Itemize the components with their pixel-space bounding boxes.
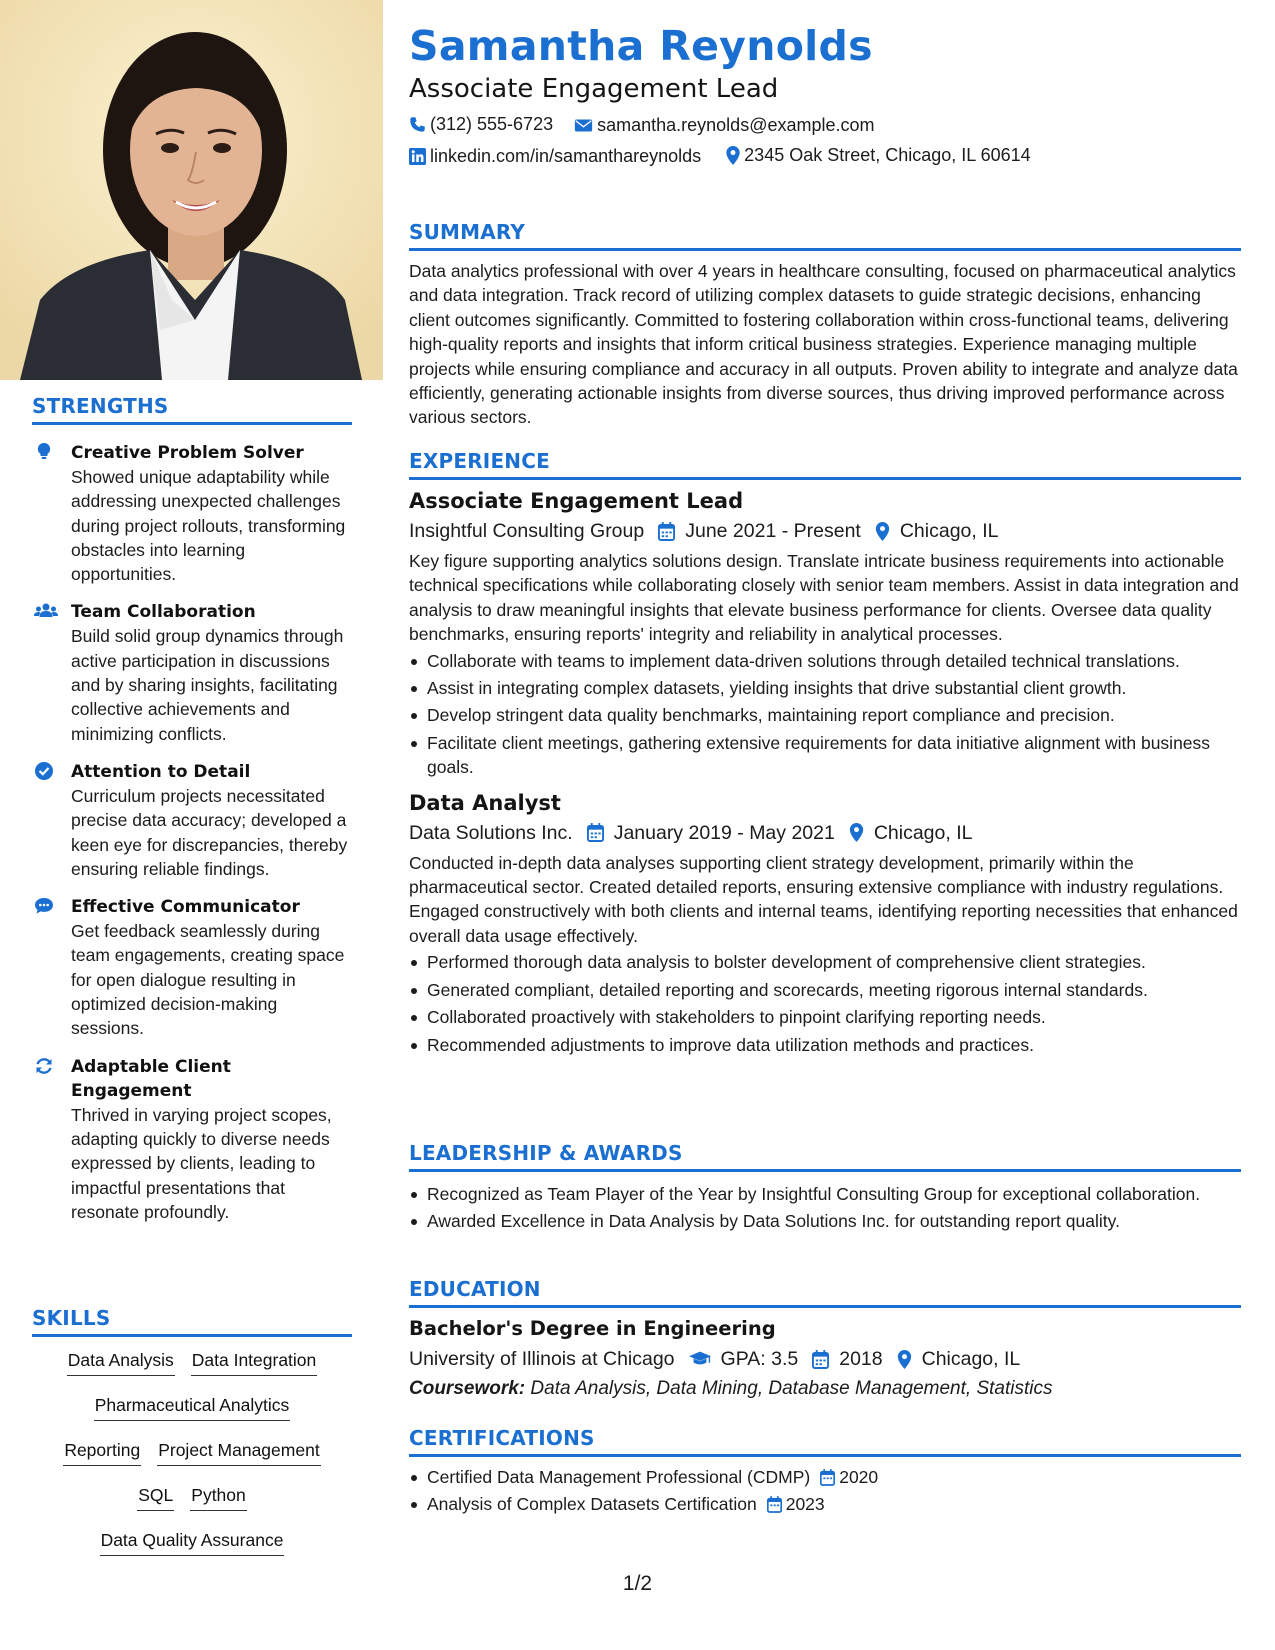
skills-section	[32, 1306, 352, 1572]
education-title: EDUCATION	[409, 1277, 1241, 1308]
calendar-icon	[812, 1350, 829, 1369]
experience-title: EXPERIENCE	[409, 449, 1241, 480]
job-entry	[409, 486, 1241, 780]
strengths-section	[32, 394, 352, 1224]
left-column	[0, 0, 383, 1650]
users-icon	[34, 601, 58, 621]
coursework-list: Data Analysis, Data Mining, Database Management, Statistics	[530, 1378, 1053, 1399]
skill-tag: SQL	[137, 1482, 174, 1511]
strength-name: Adaptable Client Engagement	[71, 1056, 231, 1101]
chat-bubble-icon	[34, 896, 54, 916]
award-item: Recognized as Team Player of the Year by Insightful Consulting Group for exceptional collaboration.	[409, 1182, 1241, 1206]
certification-item	[409, 1465, 1241, 1489]
skill-row	[32, 1482, 352, 1513]
location-pin-icon	[849, 823, 864, 842]
contact-line-1	[409, 114, 891, 138]
job-bullet: Collaborated proactively with stakeholders to pinpoint clarifying reporting needs.	[409, 1005, 1241, 1029]
job-bullet: Generated compliant, detailed reporting and scorecards, meeting rigorous internal standards.	[409, 978, 1241, 1002]
skill-row	[32, 1437, 352, 1468]
job-bullet: Recommended adjustments to improve data utilization methods and practices.	[409, 1033, 1241, 1057]
summary-text: Data analytics professional with over 4 years in healthcare consulting, focused on pharmaceutical analytics and data integration. Track record of utilizing complex datasets to guide strategic decisions, enhancing client outcomes significantly. Committed to fostering collaboration within cross-functional teams, delivering high-quality reports and insights that inform critical business strategies. Experience managing multiple projects while ensuring compliance and accuracy in all outputs. Proven ability to integrate and analyze data efficiently, generating actionable insights from diverse sources, thus driving improved performance across various sectors.	[409, 261, 1238, 428]
experience-section	[409, 449, 1241, 1060]
leadership-section	[409, 1141, 1241, 1237]
skill-tag: Reporting	[63, 1437, 141, 1466]
linkedin-contact[interactable]	[409, 146, 701, 167]
candidate-title: Associate Engagement Lead	[409, 74, 779, 104]
school-location: Chicago, IL	[921, 1348, 1021, 1370]
gpa-value: GPA: 3.5	[720, 1348, 799, 1370]
strength-item	[32, 600, 352, 745]
job-location: Chicago, IL	[873, 821, 973, 844]
job-bullet: Performed thorough data analysis to bolster development of comprehensive client strategies.	[409, 950, 1241, 974]
skill-tag: Data Integration	[191, 1347, 318, 1376]
job-title: Associate Engagement Lead	[409, 489, 744, 513]
skill-tag: Project Management	[157, 1437, 320, 1466]
certification-name: Certified Data Management Professional (CDMP)	[427, 1467, 811, 1487]
coursework-line	[409, 1374, 1241, 1404]
school-name: University of Illinois at Chicago	[409, 1348, 675, 1370]
strength-description: Showed unique adaptability while addressing unexpected challenges during project rollouts, transforming obstacles into learning opportunities.	[71, 467, 346, 585]
strength-item	[32, 1055, 352, 1224]
profile-photo	[0, 0, 383, 380]
job-entry	[409, 788, 1241, 1057]
calendar-icon	[587, 823, 604, 842]
job-bullet: Facilitate client meetings, gathering extensive requirements for data initiative alignment with business goals.	[409, 731, 1241, 780]
job-bullet: Develop stringent data quality benchmarks, maintaining report compliance and precision.	[409, 703, 1241, 727]
location-pin-icon	[897, 1350, 912, 1369]
job-title: Data Analyst	[409, 790, 561, 815]
certifications-list	[409, 1465, 1241, 1517]
company-name: Data Solutions Inc.	[409, 821, 573, 844]
calendar-icon	[767, 1496, 782, 1513]
skill-tag: Data Quality Assurance	[100, 1527, 285, 1556]
certification-year: 2020	[839, 1467, 879, 1487]
street-address: 2345 Oak Street, Chicago, IL 60614	[744, 145, 1031, 165]
certification-name: Analysis of Complex Datasets Certification	[427, 1494, 757, 1515]
phone-icon	[409, 116, 426, 133]
summary-section	[409, 220, 1241, 430]
location-pin-icon	[726, 146, 740, 165]
job-bullets	[409, 950, 1241, 1057]
strengths-title: STRENGTHS	[32, 394, 352, 425]
graduation-year: 2018	[839, 1348, 883, 1370]
strength-description: Thrived in varying project scopes, adapting quickly to diverse needs expressed by clients, leading to impactful presentations that resonate profoundly.	[71, 1104, 332, 1222]
skills-list	[32, 1347, 352, 1558]
graduation-cap-icon	[689, 1351, 711, 1367]
certification-item	[409, 1492, 1241, 1516]
contact-line-2	[409, 145, 1047, 170]
email-contact[interactable]	[574, 115, 874, 136]
calendar-icon	[658, 522, 675, 541]
job-meta	[409, 516, 1241, 546]
email-address: samantha.reynolds@example.com	[597, 115, 875, 135]
coursework-label: Coursework:	[409, 1378, 526, 1399]
strength-name: Team Collaboration	[71, 602, 256, 623]
lightbulb-icon	[34, 442, 54, 462]
skill-row	[32, 1347, 352, 1378]
strength-description: Build solid group dynamics through active participation in discussions and by sharing insights, facilitating collective achievements and minimizing conflicts.	[71, 626, 344, 744]
envelope-icon	[574, 118, 593, 133]
strength-description: Get feedback seamlessly during team engagements, creating space for open dialogue resulting in optimized decision-making sessions.	[71, 921, 345, 1039]
phone-contact[interactable]	[409, 114, 553, 135]
company-name: Insightful Consulting Group	[409, 520, 645, 542]
linkedin-icon	[409, 148, 426, 165]
certifications-title: CERTIFICATIONS	[409, 1426, 1241, 1457]
skill-row	[32, 1392, 352, 1423]
strength-item	[32, 441, 352, 586]
job-bullet: Assist in integrating complex datasets, yielding insights that drive substantial client growth.	[409, 676, 1241, 700]
strength-name: Attention to Detail	[71, 761, 251, 782]
skill-tag: Python	[190, 1482, 246, 1511]
skill-row	[32, 1527, 352, 1558]
strength-description: Curriculum projects necessitated precise data accuracy; developed a keen eye for discrepancies, thereby ensuring reliable findings.	[71, 785, 348, 879]
candidate-name: Samantha Reynolds	[409, 22, 873, 70]
skills-title: SKILLS	[32, 1306, 352, 1337]
leadership-bullets	[409, 1182, 1241, 1234]
job-description: Key figure supporting analytics solutions design. Translate intricate business requirements into actionable technical specifications while collaborating closely with senior team members. Assist in data integration and analysis to draw meaningful insights that elevate business performance for clients. Oversee data quality benchmarks, ensuring reports' integrity and reliability in analytical processes.	[409, 551, 1239, 645]
education-meta	[409, 1344, 1241, 1374]
page-number: 1/2	[622, 1572, 653, 1595]
job-description: Conducted in-depth data analyses supporting client strategy development, primarily within the pharmaceutical sector. Created detailed reports, ensuring extensive compliance with industry regulations. Engaged constructively with both clients and internal teams, identifying reporting necessities that enhanced overall data usage effectively.	[409, 852, 1238, 946]
certification-year: 2023	[785, 1494, 825, 1515]
summary-title: SUMMARY	[409, 220, 1241, 251]
strength-item	[32, 760, 352, 881]
education-section	[409, 1277, 1241, 1404]
leadership-title: LEADERSHIP & AWARDS	[409, 1141, 1241, 1172]
job-meta	[409, 818, 1241, 848]
job-bullets	[409, 649, 1241, 780]
job-dates: June 2021 - Present	[685, 520, 861, 542]
address-contact	[726, 145, 1031, 166]
phone-number: (312) 555-6723	[430, 114, 554, 134]
strength-name: Creative Problem Solver	[71, 443, 304, 463]
award-item: Awarded Excellence in Data Analysis by Data Solutions Inc. for outstanding report quality.	[409, 1209, 1241, 1233]
linkedin-url: linkedin.com/in/samanthareynolds	[430, 146, 702, 166]
job-bullet: Collaborate with teams to implement data-driven solutions through detailed technical translations.	[409, 649, 1241, 673]
skill-tag: Pharmaceutical Analytics	[94, 1392, 291, 1421]
skill-tag: Data Analysis	[67, 1347, 175, 1376]
degree-name: Bachelor's Degree in Engineering	[409, 1317, 776, 1340]
location-pin-icon	[875, 522, 890, 541]
certifications-section	[409, 1426, 1241, 1520]
check-circle-icon	[34, 761, 54, 781]
job-location: Chicago, IL	[899, 520, 999, 542]
job-dates: January 2019 - May 2021	[613, 821, 835, 844]
calendar-icon	[820, 1469, 835, 1486]
strength-name: Effective Communicator	[71, 897, 300, 918]
strength-item	[32, 895, 352, 1040]
sync-icon	[34, 1056, 54, 1076]
